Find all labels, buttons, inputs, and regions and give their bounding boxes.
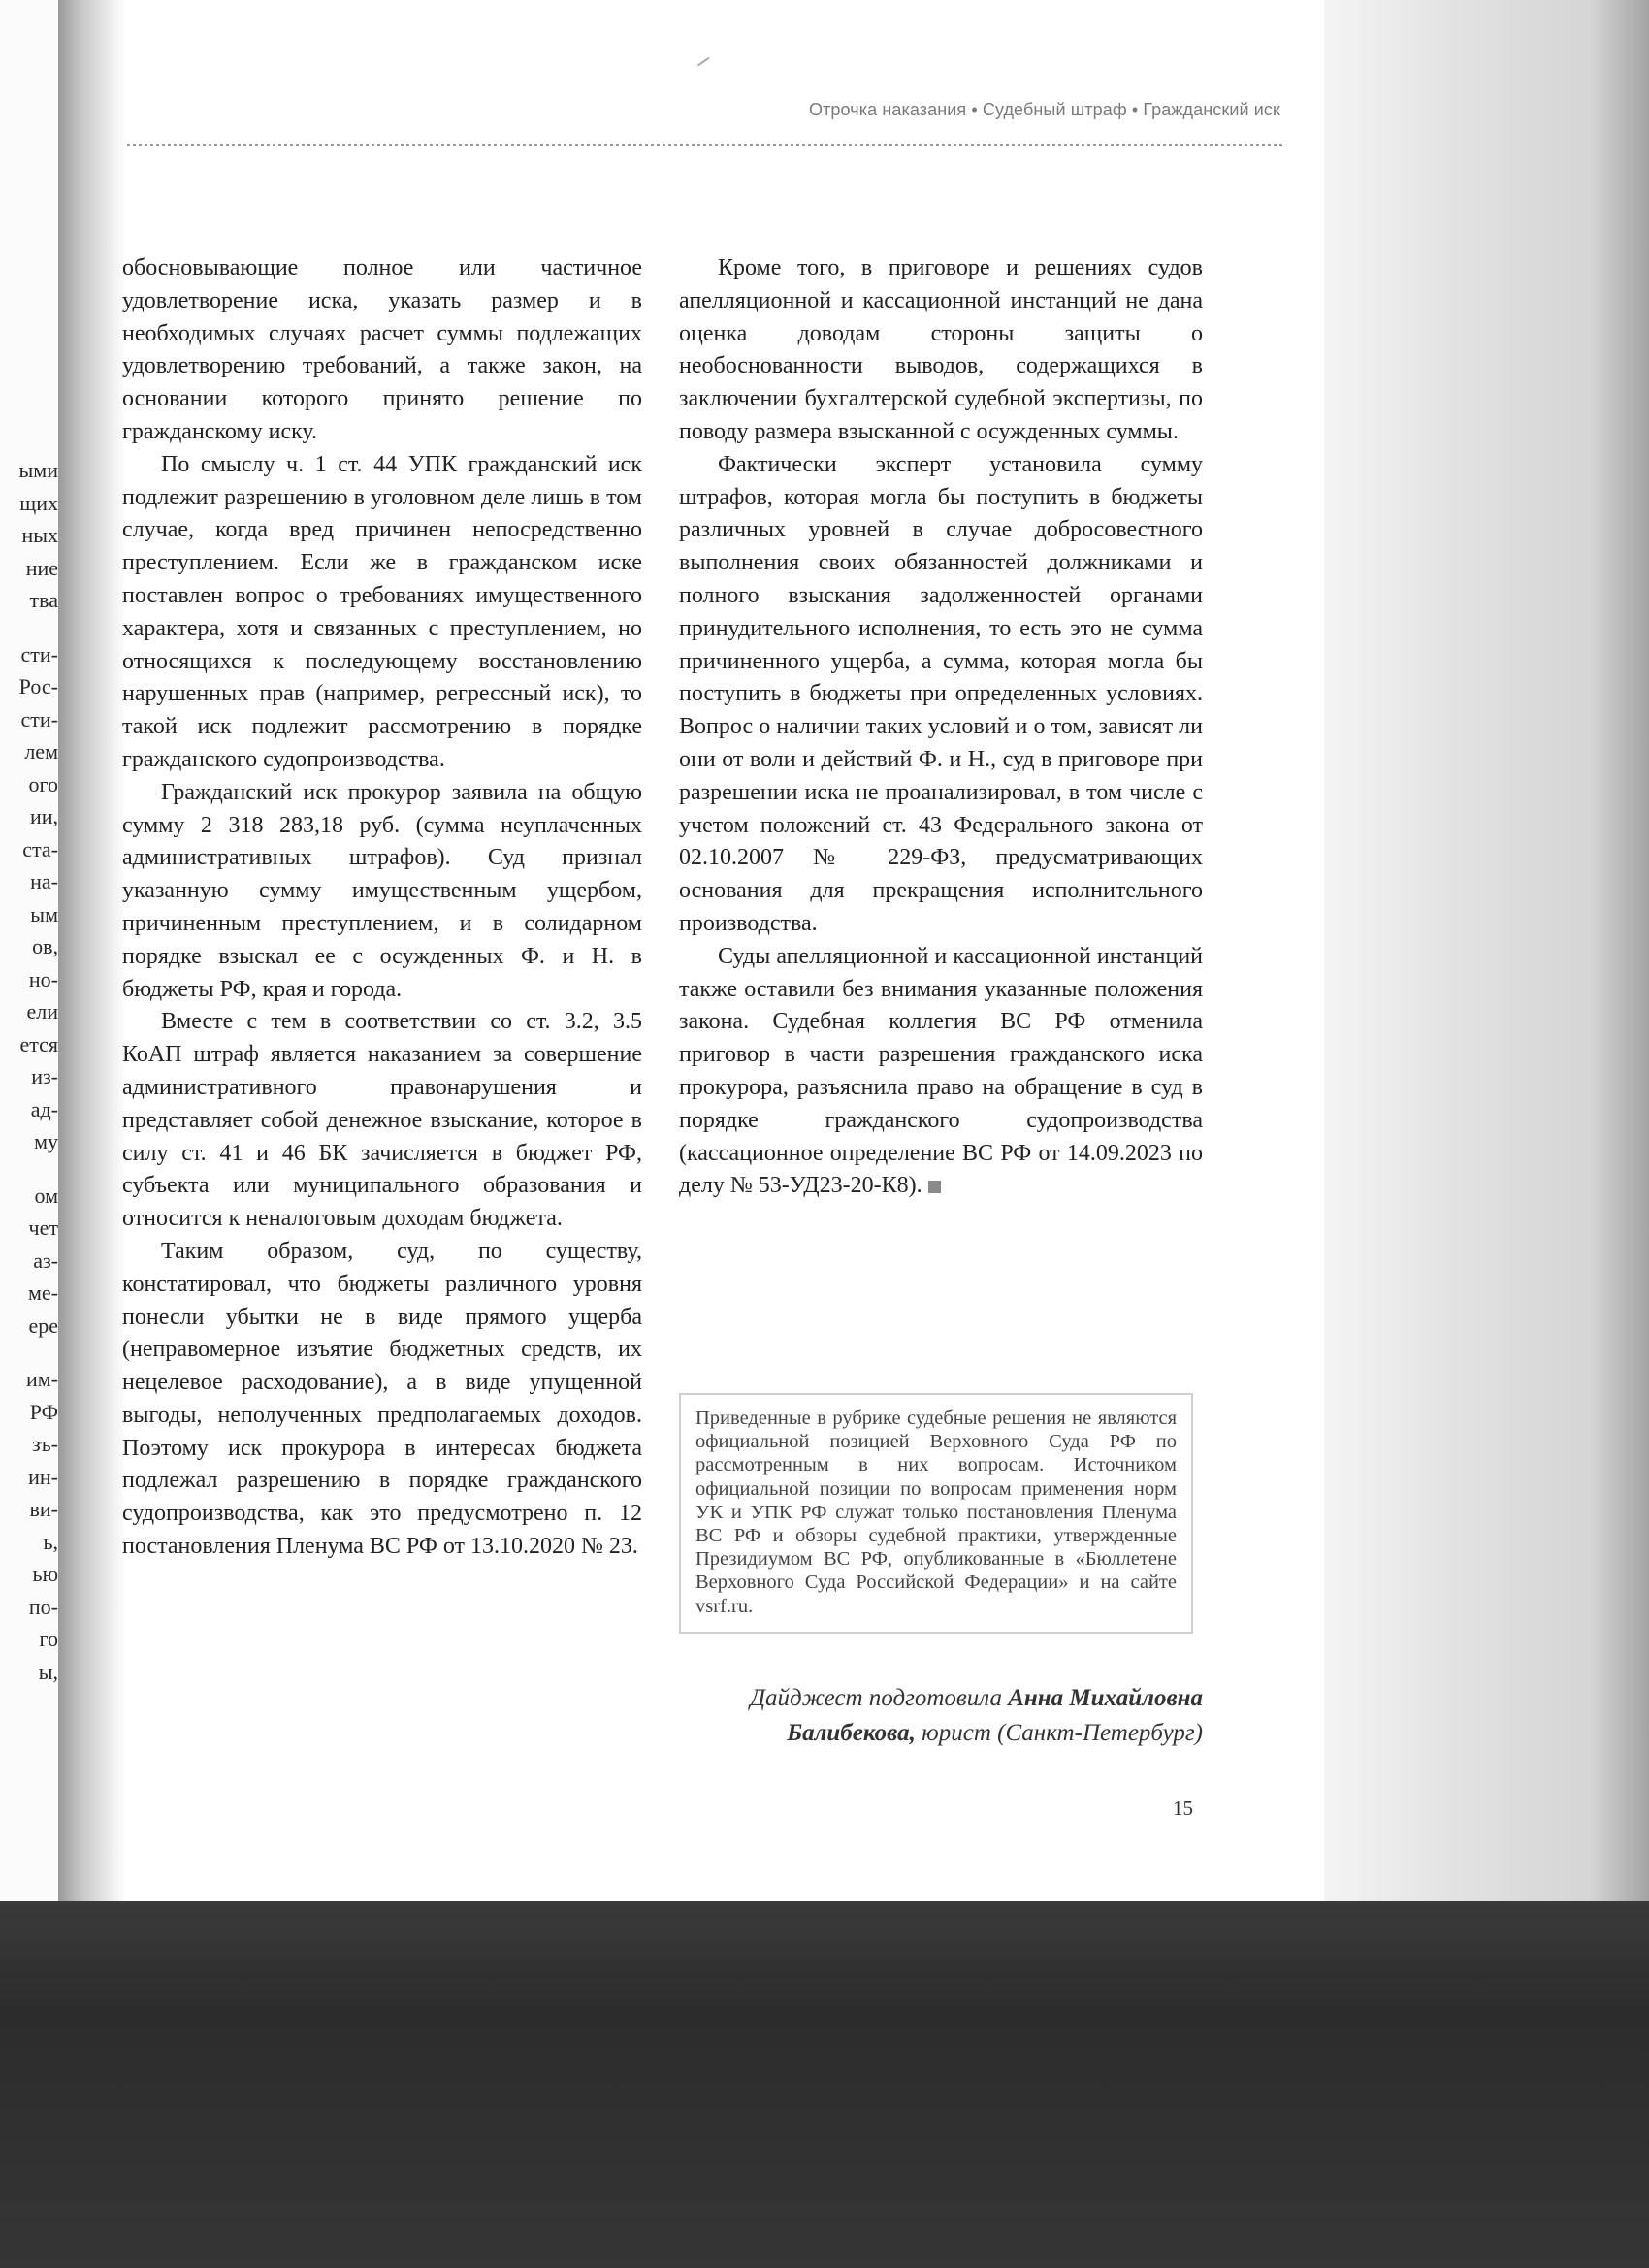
fragment-line: ым: [30, 901, 58, 926]
paragraph: Фактически эксперт установила сумму штрафов, которая могла бы поступить в бюджеты различных уровней в случае добросовестного выполнения своих обязанностей должниками и полного взыскания задолженностей органами принудительного исполнения, то есть это не сумма причиненного ущерба, а сумма, которая могла бы поступить в бюджеты при определенных условиях. Вопрос о наличии таких условий и о том, зависят ли они от воли и действий Ф. и Н., суд в приговоре при разрешении иска не проанализировал, в том числе с учетом положений ст. 43 Федерального закона от 02.10.2007 № 229-ФЗ, предусматривающих основания для прекращения исполнительного производства.: [679, 451, 1203, 936]
fragment-line: [2, 617, 58, 638]
fragment-line: ад-: [30, 1096, 58, 1121]
fragment-line: [2, 1342, 58, 1363]
left-column: [122, 252, 642, 1564]
fragment-line: ных: [21, 523, 58, 547]
gutter-shadow: [58, 0, 126, 1901]
paragraph: По смыслу ч. 1 ст. 44 УПК гражданский иск подлежит разрешению в уголовном деле лишь в том случае, когда вред причинен непосредственно преступлением. Если же в гражданском иске поставлен вопрос о требованиях имущественного характера, хотя и связанных с преступлением, но относящихся к последующему восстановлению нарушенных прав (например, регрессный иск), то такой иск подлежит рассмотрению в порядке гражданского судопроизводства.: [122, 451, 642, 772]
fragment-line: ви-: [29, 1497, 58, 1521]
digest-credit: [679, 1681, 1203, 1751]
fragment-line: щих: [19, 490, 58, 515]
fragment-line: сти-: [20, 641, 58, 666]
running-head: Отрочка наказания • Судебный штраф • Гражданский иск: [808, 100, 1280, 119]
fragment-line: лем: [24, 739, 58, 763]
fragment-line: ью: [32, 1562, 58, 1586]
fragment-line: ется: [19, 1031, 58, 1056]
fragment-line: Рос-: [18, 674, 58, 698]
fragment-line: ом: [34, 1183, 58, 1208]
disclaimer-box: Приведенные в рубрике судебные решения не являются официальной позицией Верховного Суда РФ по рассмотренным в них вопросам. Источником официальной позиции по вопросам применения норм УК и УПК РФ служат только постановления Пленума ВС РФ и обзоры судебной практики, утвержденные Президиумом ВС РФ, опубликованные в «Бюллетене Верховного Суда Российской Федерации» и на сайте vsrf.ru.: [679, 1393, 1193, 1634]
fragment-line: чет: [28, 1215, 58, 1240]
fragment-line: му: [34, 1129, 58, 1153]
adjacent-page-fragments: [2, 454, 58, 1688]
header-rule: [58, 144, 1282, 146]
paragraph: обосновывающие полное или частичное удовлетворение иска, указать размер и в необходимых случаях расчет суммы подлежащих удовлетворению требований, а также закон, на основании которого принято решение по гражданскому иску.: [122, 255, 642, 444]
fragment-line: им-: [25, 1367, 58, 1391]
paragraph: [679, 941, 1203, 1203]
fragment-line: ме-: [27, 1280, 58, 1305]
fragment-line: ере: [28, 1312, 58, 1338]
fragment-line: аз-: [33, 1247, 58, 1273]
paragraph: Вместе с тем в соответствии со ст. 3.2, 3.5 КоАП штраф является наказанием за совершение административного правонарушения и представляет собой денежное взыскание, которое в силу ст. 41 и 46 БК зачисляется в бюджет РФ, субъекта или муниципального образования и относится к неналоговым доходам бюджета.: [122, 1009, 642, 1232]
fragment-line: го: [39, 1627, 58, 1651]
fragment-line: ов,: [32, 934, 58, 958]
fragment-line: ста-: [22, 836, 58, 861]
scanner-edge-right: [1591, 0, 1649, 1901]
fragment-line: ыми: [18, 458, 58, 482]
fragment-line: по-: [28, 1594, 58, 1619]
digest-suffix: юрист (Санкт-Петербург): [915, 1720, 1203, 1746]
paragraph: Таким образом, суд, по существу, констатировал, что бюджеты различного уровня понесли убытки не в виде прямого ущерба (неправомерное изъятие бюджетных средств, их нецелевое расходование), а в виде упущенной выгоды, неполученных предполагаемых доходов. Поэтому иск прокурора в интересах бюджета подлежал разрешению в порядке гражданского судопроизводства, как это предусмотрено п. 12 постановления Пленума ВС РФ от 13.10.2020 № 23.: [122, 1238, 642, 1560]
digest-prefix: Дайджест подготовила: [750, 1685, 1009, 1711]
fragment-line: сти-: [20, 706, 58, 731]
fragment-line: ы,: [38, 1659, 58, 1684]
pen-mark: [697, 57, 713, 72]
fragment-line: но-: [28, 966, 58, 991]
fragment-line: [2, 1158, 58, 1180]
paragraph-text: Суды апелляционной и кассационной инстанций также оставили без внимания указанные положения закона. Судебная коллегия ВС РФ отменила приговор в части разрешения гражданского иска прокурора, разъяснила право на обращение в суд в порядке гражданского судопроизводства (кассационное определение ВС РФ от 14.09.2023 по делу № 53-УД23-20-К8).: [679, 943, 1203, 1199]
fragment-line: ин-: [28, 1464, 58, 1489]
fragment-line: из-: [31, 1064, 58, 1088]
fragment-line: ии,: [29, 804, 58, 828]
right-column: [679, 252, 1203, 1203]
fragment-line: ели: [26, 999, 58, 1023]
end-of-article-icon: [928, 1181, 941, 1193]
digest-author: Анна Михайловна Балибекова,: [787, 1685, 1203, 1746]
paragraph: Кроме того, в приговоре и решениях судов апелляционной и кассационной инстанций не дана оценка доводам стороны защиты о необоснованности выводов, содержащихся в заключении бухгалтерской судебной экспертизы, по поводу размера взысканной с осужденных суммы.: [679, 255, 1203, 444]
fragment-line: ь,: [43, 1529, 58, 1554]
fragment-line: ние: [25, 555, 58, 580]
paragraph: Гражданский иск прокурор заявила на общую сумму 2 318 283,18 руб. (сумма неуплаченных административных штрафов). Суд признал указанную сумму имущественным ущербом, причиненным преступлением, и в солидарном порядке взыскал ее с осужденных Ф. и Н. в бюджеты РФ, края и города.: [122, 779, 642, 1002]
fragment-line: тва: [29, 588, 58, 612]
fragment-line: ого: [28, 771, 58, 796]
fragment-line: на-: [30, 869, 58, 893]
scanner-background: [0, 1901, 1649, 2268]
fragment-line: РФ: [29, 1399, 58, 1424]
page-number: 15: [1173, 1797, 1193, 1820]
fragment-line: зъ-: [31, 1432, 58, 1456]
